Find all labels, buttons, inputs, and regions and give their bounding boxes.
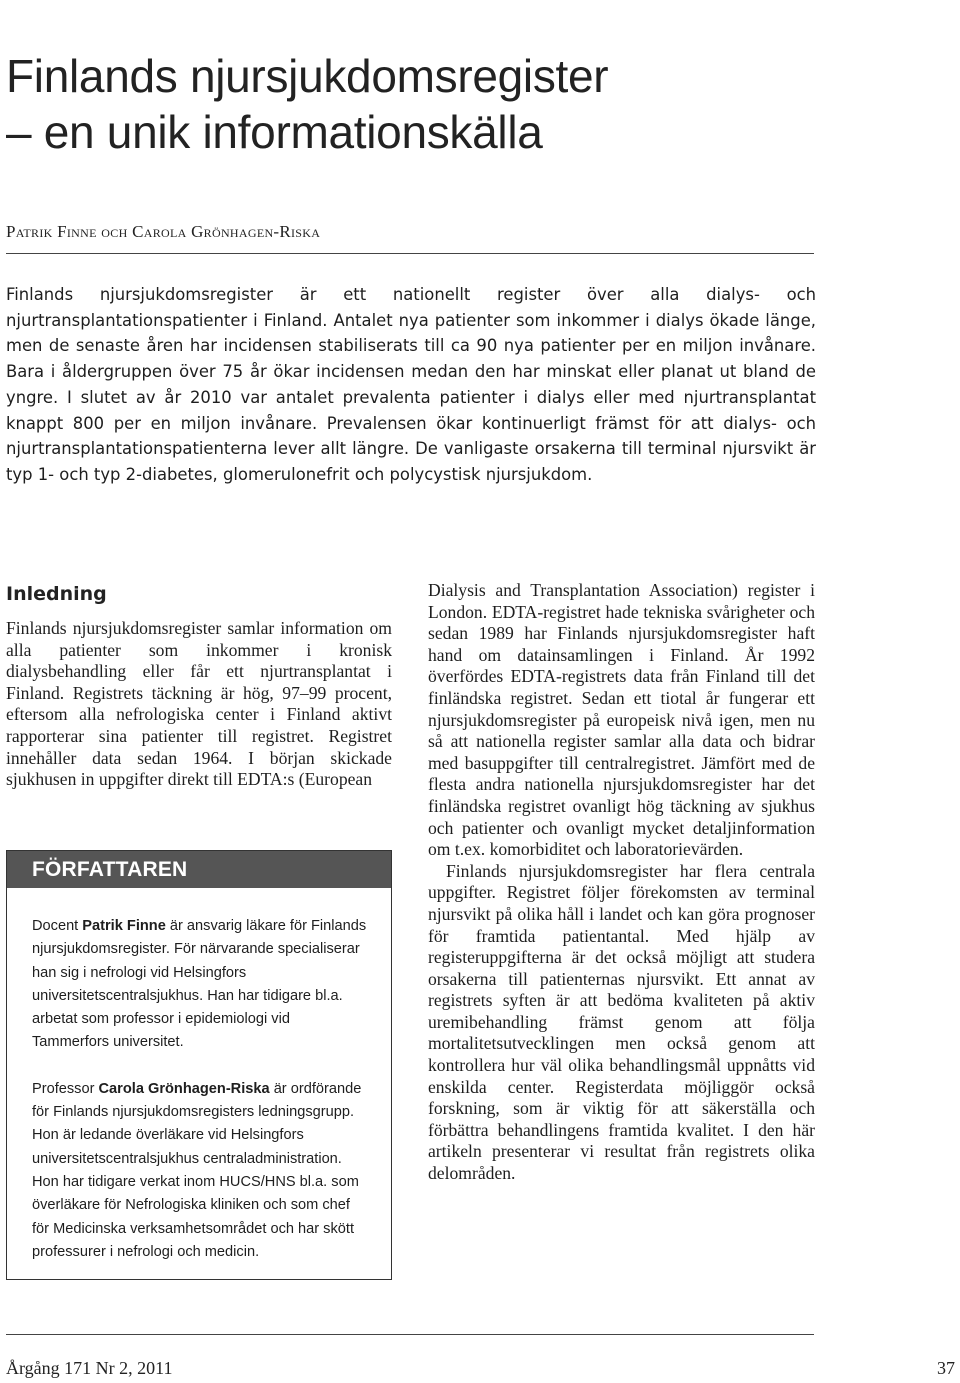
article-title	[6, 48, 946, 160]
author-bio-gronhagen-riska	[32, 1078, 370, 1264]
journal-issue: Årgång 171 Nr 2, 2011	[6, 1358, 173, 1378]
body-column-left	[6, 618, 392, 791]
author-info-box	[6, 850, 392, 1280]
title-line-1: Finlands njursjukdomsregister	[6, 50, 609, 102]
author-byline: Patrik Finne och Carola Grönhagen-Riska	[6, 222, 321, 241]
author-bio-finne	[32, 915, 370, 1055]
bio-prefix: Professor	[32, 1080, 99, 1097]
page-number: 37	[937, 1358, 955, 1378]
body-paragraph: Finlands njursjukdomsregister samlar information om alla patienter som inkommer i kronisk dialysbehandling eller får ett njurtransplantat i Finland. Registrets täckning är hög, 97‒99 procent, eftersom alla nefrologiska center i Finland aktivt rapporterar sina patienter till registret. Registret innehåller data sedan 1964. I början skickade sjukhusen in uppgifter direkt till EDTA:s (European	[6, 618, 392, 790]
author-box-heading: FÖRFATTAREN	[7, 851, 391, 888]
author-name: Carola Grönhagen-Riska	[98, 1080, 270, 1097]
author-name: Patrik Finne	[82, 918, 166, 934]
body-paragraph: Finlands njursjukdomsregister har flera centrala uppgifter. Registret följer förekomsten av terminal njursvikt på olika håll i landet och kan göra prognoser för framtida patientantal. Med hjälp av registeruppgifterna är det också möjligt att studera orsakerna till patienternas njursvikt. Ett annat av registrets syften är att bedöma kvaliteten på aktiv uremibehandling främst genom att följa mortalitetsutvecklingen men också genom att kontrollera hur väl olika behandlingsmål uppnåtts vid enskilda center. Registerdata möjliggör också forskning, som är viktig för att säkerställa och förbättra behandlingens framtida kvalitet. I den här artikeln presenterar vi resultat från registrets olika delområden.	[428, 860, 815, 1184]
body-column-right	[428, 580, 815, 1185]
author-box-content	[32, 915, 370, 1287]
abstract: Finlands njursjukdomsregister är ett nationellt register över alla dialys- och njurtransplantationspatienter i Finland. Antalet nya patienter som inkommer i dialys ökade länge, men de senaste åren har incidensen stabiliserats till ca 90 nya patienter per en miljon invånare. Bara i åldergruppen över 75 år ökar incidensen medan den har minskat eller planat ut bland de yngre. I slutet av år 2010 var antalet prevalenta patienter i dialys eller med njurtransplantat knappt 800 per en miljon invånare. Prevalensen ökar kontinuerligt främst för att dialys- och njurtransplantationspatienterna lever allt längre. De vanligaste orsakerna till terminal njursvikt är typ 1- och typ 2-diabetes, glomerulonefrit och polycystisk njursjukdom.	[6, 285, 816, 484]
bio-text: är ansvarig läkare för Finlands njursjukdomsregister. För närvarande specialiserar han sig i nefrologi vid Helsingfors universitetscentralsjukhus. Han har tidigare bl.a. arbetat som professor i epidemiologi vid Tammerfors universitet.	[32, 918, 367, 1051]
bio-prefix: Docent	[32, 918, 83, 934]
header-divider	[6, 253, 814, 254]
footer-divider	[6, 1334, 814, 1335]
bio-text: är ordförande för Finlands njursjukdomsregisters ledningsgrupp. Hon är ledande överläkare vid Helsingfors universitetscentralsjukhus centraladministration. Hon har tidigare verkat inom HUCS/HNS bl.a. som överläkare för Nefrologiska kliniken och som chef för Medicinska verksamhetsområdet och har skött professurer i nefrologi och medicin.	[32, 1080, 362, 1260]
body-paragraph: Dialysis and Transplantation Association) register i London. EDTA-registret hade tekniska svårigheter och sedan 1989 har Finlands njursjukdomsregister haft hand om datainsamlingen i Finland. År 1992 överfördes EDTA-registrets data från Finland till det finländska registret. Sedan ett tiotal år fungerar ett njursjukdomsregister på europeisk nivå igen, men nu så att nationella register samlar alla data och bidrar med basuppgifter till centralregistret. Jämfört med de flesta andra nationella njursjukdomsregister har det finländska registret ovanligt hög täckning av sjukhus och patienter och ovanligt mycket detaljinformation om t.ex. komorbiditet och laboratorievärden.	[428, 580, 815, 860]
title-line-2: – en unik informationskälla	[6, 106, 543, 158]
section-heading: Inledning	[6, 583, 107, 605]
